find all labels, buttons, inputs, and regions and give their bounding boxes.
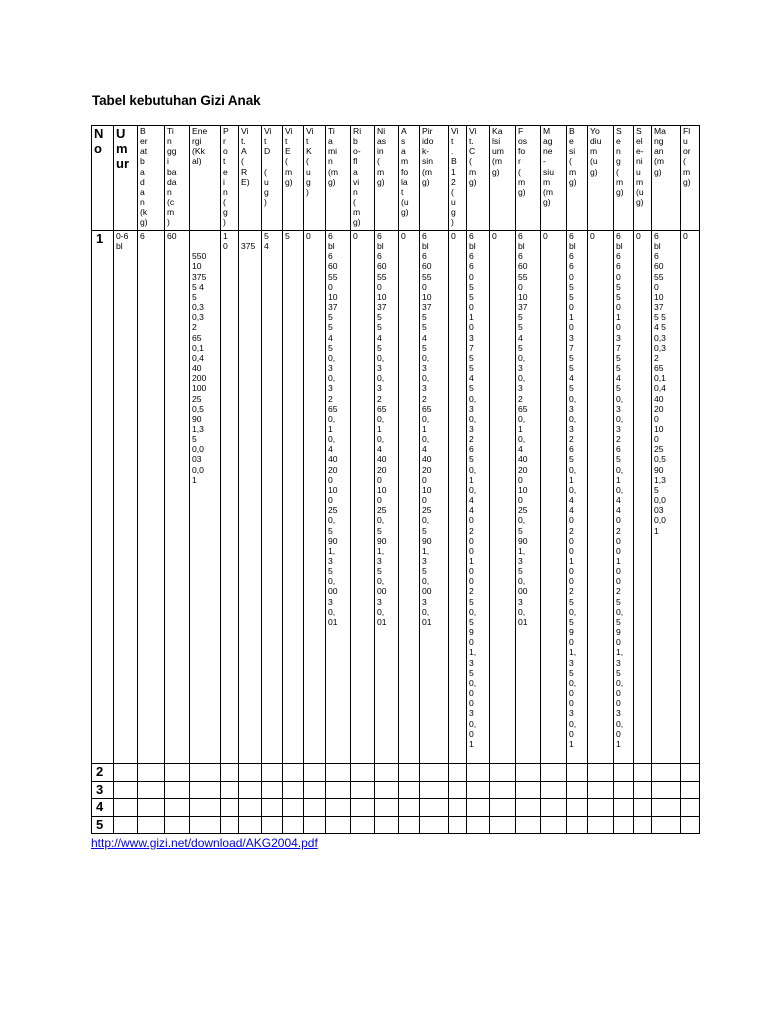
table-cell: 0 [399,231,420,764]
table-cell [588,816,614,834]
table-cell [239,816,262,834]
table-cell [541,799,567,817]
header-cell: Ti n gg i ba da n (c m ) [165,126,190,231]
header-cell: Ka lsi um (m g) [490,126,516,231]
table-cell [351,816,375,834]
header-cell: Fl u or ( m g) [681,126,700,231]
header-cell: P r o t e i n ( g ) [221,126,239,231]
table-cell: 6 [138,231,165,764]
table-cell [467,799,490,817]
header-cell: U m ur [114,126,138,231]
table-cell [681,764,700,782]
table-cell [138,816,165,834]
table-cell [114,816,138,834]
table-cell [221,799,239,817]
header-cell: Ma ng an (m g) [652,126,681,231]
row-number: 1 [92,231,114,764]
table-cell [634,816,652,834]
table-cell: 5 [283,231,304,764]
table-cell [449,764,467,782]
table-cell [588,799,614,817]
header-cell: Ti a mi n (m g) [326,126,351,231]
table-cell [262,816,283,834]
table-cell: 0 [541,231,567,764]
table-cell [165,799,190,817]
table-cell [326,799,351,817]
table-cell [449,816,467,834]
header-cell: Vi t D ( u g ) [262,126,283,231]
table-cell [541,781,567,799]
row-number: 3 [92,781,114,799]
header-cell: N o [92,126,114,231]
header-cell: Pir ido k- sin (m g) [420,126,449,231]
table-cell [326,764,351,782]
table-cell [283,799,304,817]
page-title: Tabel kebutuhan Gizi Anak [92,93,261,108]
header-cell: B e si ( m g) [567,126,588,231]
table-cell: 0 [304,231,326,764]
table-cell [375,799,399,817]
header-cell: Vi t. A ( R E) [239,126,262,231]
row-number: 2 [92,764,114,782]
table-cell [490,764,516,782]
table-cell [304,764,326,782]
table-cell [262,781,283,799]
table-cell [239,781,262,799]
table-cell [588,781,614,799]
table-cell [262,799,283,817]
table-row [92,816,700,834]
table-cell [165,816,190,834]
table-cell: 5 4 [262,231,283,764]
header-cell: M ag ne - siu m (m g) [541,126,567,231]
header-cell: Ri b o- fl a vi n ( m g) [351,126,375,231]
table-cell [516,781,541,799]
table-cell [541,816,567,834]
table-cell: 1 0 [221,231,239,764]
header-cell: B er at b a d a n (k g) [138,126,165,231]
table-cell [239,799,262,817]
row-number: 5 [92,816,114,834]
header-cell: A s a m fo la t (u g) [399,126,420,231]
table-cell [652,781,681,799]
header-cell: S el e- ni u m (u g) [634,126,652,231]
table-cell: 6 bl 6 60 55 0 10 37 5 5 4 5 0, 3 0, 3 2 65 0, 1 0, 4 40 20 0 10 0 25 0, 5 90 1, 3 5 0, 00 3 0, 01 [420,231,449,764]
table-cell [190,816,221,834]
table-cell: 6 bl 6 60 55 0 10 37 5 5 4 5 0,3 0,3 2 65 0,1 0,4 40 20 0 10 0 25 0,5 90 1,3 5 0,0 03 0,0 1 [652,231,681,764]
table-cell [399,816,420,834]
table-cell [449,781,467,799]
table-cell [634,781,652,799]
table-cell [165,764,190,782]
table-cell [681,781,700,799]
table-cell [221,781,239,799]
table-cell [375,816,399,834]
table-cell [351,764,375,782]
table-cell [490,816,516,834]
table-cell [283,781,304,799]
table-cell: 6 bl 6 60 55 0 10 37 5 5 4 5 0, 3 0, 3 2 65 0, 1 0, 4 40 20 0 10 0 25 0, 5 90 1, 3 5 0, 00 3 0, 01 [326,231,351,764]
table-cell [567,781,588,799]
table-cell [283,764,304,782]
table-cell [190,781,221,799]
table-cell [420,781,449,799]
table-cell: 6 bl 6 6 0 5 5 0 1 0 3 7 5 5 4 5 0, 3 0, 3 2 6 5 0, 1 0, 4 4 0 2 0 0 1 0 0 2 5 0, 5 9 0 1, 3 5 0, 0 0 3 0, 0 1 [614,231,634,764]
table-cell [567,799,588,817]
table-cell [165,781,190,799]
table-cell: 0-6 bl [114,231,138,764]
table-cell: 0 [681,231,700,764]
table-cell [420,799,449,817]
table-cell [541,764,567,782]
table-cell [490,781,516,799]
table-cell: 0 [351,231,375,764]
table-header-row [92,126,700,231]
table-cell [652,764,681,782]
table-cell [490,799,516,817]
table-cell [567,764,588,782]
table-cell [221,764,239,782]
table-cell [588,764,614,782]
table-cell [449,799,467,817]
table-cell: 0 [588,231,614,764]
header-cell: F os fo r ( m g) [516,126,541,231]
table-cell [138,781,165,799]
table-cell [221,816,239,834]
table-cell [516,816,541,834]
table-cell [375,764,399,782]
table-cell [399,764,420,782]
header-cell: Ni as in ( m g) [375,126,399,231]
table-cell [614,781,634,799]
table-cell [375,781,399,799]
table-cell [652,816,681,834]
table-cell [634,799,652,817]
table-cell: 375 [239,231,262,764]
table-cell: 0 [490,231,516,764]
table-cell [399,799,420,817]
nutrition-table [91,125,700,834]
table-cell [614,816,634,834]
table-cell [138,764,165,782]
table-cell: 0 [634,231,652,764]
table-cell [239,764,262,782]
table-cell [326,781,351,799]
table-cell [614,799,634,817]
table-cell: 60 [165,231,190,764]
table-cell: 0 [449,231,467,764]
table-cell [634,764,652,782]
table-cell [681,799,700,817]
header-cell: Vi t. C ( m g) [467,126,490,231]
table-cell [283,816,304,834]
table-cell [399,781,420,799]
table-cell [114,764,138,782]
table-cell [614,764,634,782]
table-cell [652,799,681,817]
table-cell [467,781,490,799]
table-cell [351,781,375,799]
row-number: 4 [92,799,114,817]
table-cell [114,799,138,817]
table-cell [351,799,375,817]
header-cell: Vi t . B 1 2 ( u g ) [449,126,467,231]
table-cell [516,764,541,782]
table-cell [567,816,588,834]
table-cell [516,799,541,817]
table-cell [138,799,165,817]
table-row [92,764,700,782]
table-cell: 6 bl 6 6 0 5 5 0 1 0 3 7 5 5 4 5 0, 3 0, 3 2 6 5 0, 1 0, 4 4 0 2 0 0 1 0 0 2 5 0, 5 9 0 1, 3 5 0, 0 0 3 0, 0 1 [467,231,490,764]
table-cell [304,799,326,817]
table-row [92,231,700,764]
table-cell [467,764,490,782]
table-cell [420,816,449,834]
table-cell [190,799,221,817]
table-cell [467,816,490,834]
table-cell [304,781,326,799]
table-cell: 6 bl 6 60 55 0 10 37 5 5 4 5 0, 3 0, 3 2 65 0, 1 0, 4 40 20 0 10 0 25 0, 5 90 1, 3 5 0, 00 3 0, 01 [516,231,541,764]
header-cell: Vi t K ( u g ) [304,126,326,231]
table-row [92,799,700,817]
header-cell: Yo diu m (u g) [588,126,614,231]
header-cell: Vi t E ( m g) [283,126,304,231]
table-cell [420,764,449,782]
table-cell: 6 bl 6 6 0 5 5 0 1 0 3 7 5 5 4 5 0, 3 0, 3 2 6 5 0, 1 0, 4 4 0 2 0 0 1 0 0 2 5 0, 5 9 0 1, 3 5 0, 0 0 3 0, 0 1 [567,231,588,764]
table-cell [304,816,326,834]
table-cell [681,816,700,834]
table-cell: 6 bl 6 60 55 0 10 37 5 5 4 5 0, 3 0, 3 2 65 0, 1 0, 4 40 20 0 10 0 25 0, 5 90 1, 3 5 0, 00 3 0, 01 [375,231,399,764]
header-cell: Ene rgi (Kk al) [190,126,221,231]
table-row [92,781,700,799]
table-cell: 550 10 375 5 4 5 0,3 0,3 2 65 0,1 0,4 40 200 100 25 0,5 90 1,3 5 0,0 03 0,0 1 [190,231,221,764]
table-cell [114,781,138,799]
header-cell: S e n g ( m g) [614,126,634,231]
table-cell [262,764,283,782]
source-link[interactable]: http://www.gizi.net/download/AKG2004.pdf [91,836,318,850]
table-cell [326,816,351,834]
table-cell [190,764,221,782]
